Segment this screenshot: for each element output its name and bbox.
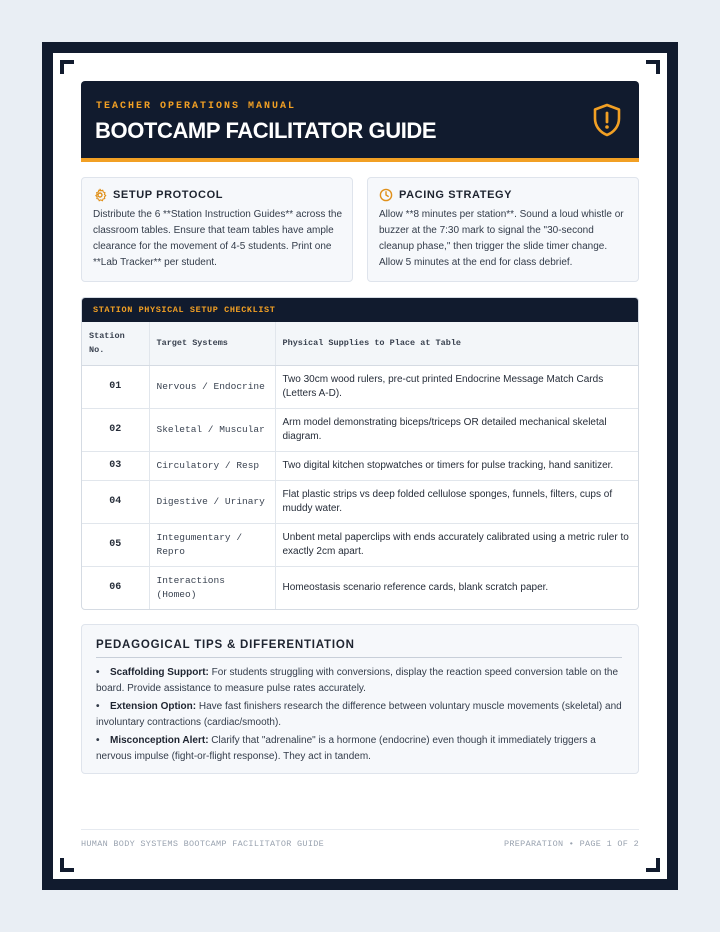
pacing-strategy-card bbox=[367, 177, 639, 282]
station-number: 01 bbox=[82, 365, 149, 408]
station-number: 05 bbox=[82, 523, 149, 566]
physical-supplies: Two 30cm wood rulers, pre-cut printed Endocrine Message Match Cards (Letters A-D). bbox=[275, 365, 638, 408]
table-row bbox=[82, 451, 638, 480]
target-systems: Digestive / Urinary bbox=[149, 480, 275, 523]
tip-label: Extension Option: bbox=[110, 701, 197, 712]
card-body: Distribute the 6 **Station Instruction Guides** across the classroom tables. Ensure that team tables have ample clearance for the movement of 4-5 students. Print one **Lab Tracker** per student. bbox=[93, 209, 343, 268]
corner-mark-bottom-left bbox=[60, 858, 74, 872]
target-systems: Integumentary / Repro bbox=[149, 523, 275, 566]
footer-divider bbox=[81, 829, 639, 830]
tips-title: PEDAGOGICAL TIPS & DIFFERENTIATION bbox=[96, 639, 355, 651]
tip-text: For students struggling with conversions, display the reaction speed conversion table on the board. Provide assistance to measure pulse rates accurately. bbox=[96, 667, 619, 694]
station-number: 03 bbox=[82, 451, 149, 480]
bullet: • bbox=[96, 735, 100, 746]
physical-supplies: Homeostasis scenario reference cards, blank scratch paper. bbox=[282, 581, 549, 593]
setup-checklist-table bbox=[81, 297, 639, 610]
card-title: SETUP PROTOCOL bbox=[113, 189, 224, 201]
table-row bbox=[82, 365, 638, 408]
table-row bbox=[82, 408, 638, 451]
target-systems: Interactions (Homeo) bbox=[149, 566, 275, 609]
list-item bbox=[96, 699, 626, 731]
target-systems: Skeletal / Muscular bbox=[149, 408, 275, 451]
clock-icon bbox=[379, 188, 393, 202]
header-banner bbox=[81, 81, 639, 162]
header-kicker: TEACHER OPERATIONS MANUAL bbox=[96, 101, 297, 112]
physical-supplies: Arm model demonstrating biceps/triceps OR detailed mechanical skeletal diagram. bbox=[275, 408, 638, 451]
table-row bbox=[82, 480, 638, 523]
page-title: BOOTCAMP FACILITATOR GUIDE bbox=[95, 118, 437, 143]
station-number: 06 bbox=[82, 566, 149, 609]
corner-mark-top-left bbox=[60, 60, 74, 74]
physical-supplies: Two digital kitchen stopwatches or timers for pulse tracking, hand sanitizer. bbox=[275, 451, 638, 480]
column-header-station: Station No. bbox=[82, 322, 149, 365]
divider bbox=[96, 657, 622, 658]
list-item bbox=[96, 665, 626, 697]
corner-mark-top-right bbox=[646, 60, 660, 74]
column-header-systems: Target Systems bbox=[149, 322, 275, 365]
card-title: PACING STRATEGY bbox=[399, 189, 513, 201]
tips-list bbox=[96, 665, 626, 767]
station-number: 02 bbox=[82, 408, 149, 451]
gear-icon bbox=[93, 188, 107, 202]
tip-label: Misconception Alert: bbox=[110, 735, 209, 746]
shield-alert-icon bbox=[592, 103, 622, 137]
tip-text: Have fast finishers research the difference between voluntary muscle movements (skeletal) and involuntary contractions (cardiac/smooth). bbox=[96, 701, 622, 728]
physical-supplies: Unbent metal paperclips with ends accurately calibrated using a metric ruler to exactly 2cm apart. bbox=[275, 523, 638, 566]
pedagogical-tips-box bbox=[81, 624, 639, 774]
column-header-supplies: Physical Supplies to Place at Table bbox=[275, 322, 638, 365]
footer-page-number: PREPARATION • PAGE 1 OF 2 bbox=[503, 839, 639, 849]
station-number: 04 bbox=[82, 480, 149, 523]
corner-mark-bottom-right bbox=[646, 858, 660, 872]
setup-protocol-card bbox=[81, 177, 353, 282]
bullet: • bbox=[96, 667, 100, 678]
physical-supplies: Flat plastic strips vs deep folded cellulose sponges, funnels, filters, cups of muddy water. bbox=[275, 480, 638, 523]
table-row bbox=[82, 566, 638, 609]
target-systems: Circulatory / Resp bbox=[149, 451, 275, 480]
target-systems: Nervous / Endocrine bbox=[149, 365, 275, 408]
table-title: STATION PHYSICAL SETUP CHECKLIST bbox=[82, 298, 638, 322]
table-row bbox=[82, 523, 638, 566]
tip-label: Scaffolding Support: bbox=[110, 667, 209, 678]
bullet: • bbox=[96, 701, 100, 712]
list-item bbox=[96, 733, 626, 765]
card-body: Allow **8 minutes per station**. Sound a loud whistle or buzzer at the 7:30 mark to signal the "30-second cleanup phase," then trigger the slide timer change. Allow 5 minutes at the end for class debrief. bbox=[379, 209, 624, 268]
tip-text: Clarify that "adrenaline" is a hormone (endocrine) even though it immediately triggers a nervous impulse (fight-or-flight response). They act in tandem. bbox=[96, 735, 596, 762]
footer-doc-title: HUMAN BODY SYSTEMS BOOTCAMP FACILITATOR GUIDE bbox=[81, 839, 325, 849]
